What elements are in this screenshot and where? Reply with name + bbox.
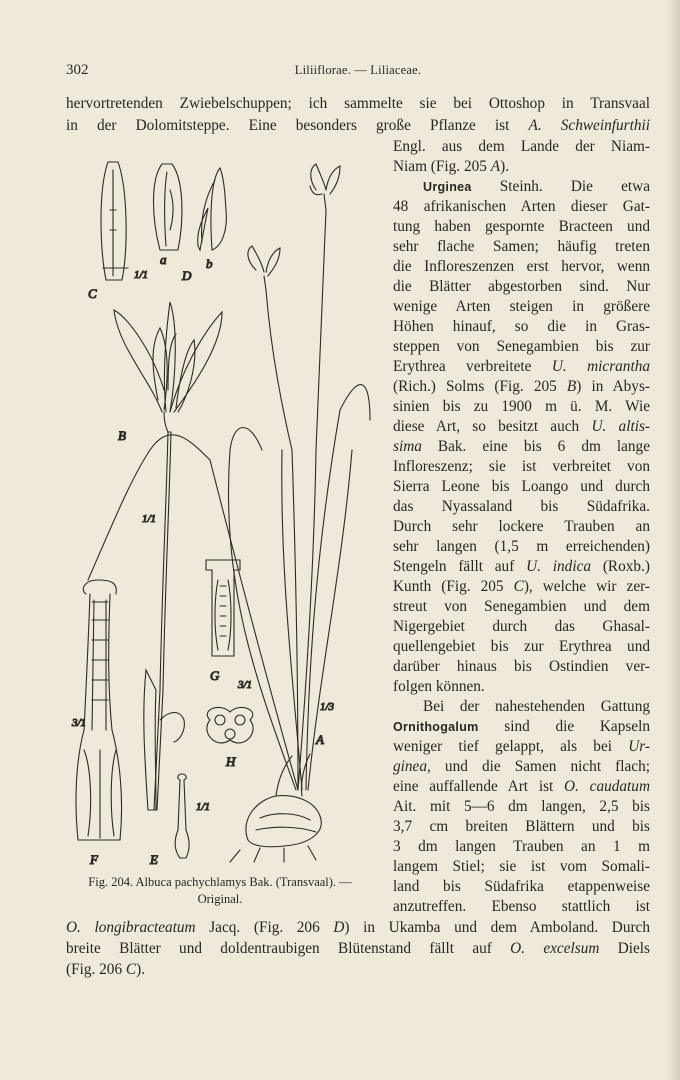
- text-line: hervortretenden Zwiebelschuppen; ich sammelte sie bei Ottoshop in Transvaal: [66, 95, 650, 112]
- label-c: C: [88, 286, 97, 301]
- figure-part-b: [114, 302, 222, 810]
- text-line: Höhen hinauf, so die in Gras-: [393, 318, 650, 335]
- text-line: sehr flache Samen; häufig treten: [393, 238, 650, 255]
- caption-line: Original.: [197, 892, 243, 906]
- text-line: Niam (Fig. 205 A).: [393, 158, 510, 175]
- figure-part-c: [101, 162, 128, 280]
- text-line: Infloreszenz; sie ist verbreitet von: [393, 458, 650, 475]
- label-a: a: [160, 252, 167, 267]
- text-line: steppen von Senegambien bis zur: [393, 338, 650, 355]
- text-line: Engl. aus dem Lande der Niam-: [393, 138, 650, 155]
- text-line: ginea, und die Samen nicht flach;: [393, 758, 650, 775]
- figure-part-h: [207, 707, 253, 743]
- text-line: (Rich.) Solms (Fig. 205 B) in Abys-: [393, 378, 650, 395]
- genus-name: Ornithogalum: [393, 720, 479, 734]
- figure-part-e: [175, 774, 189, 858]
- text-line: 48 afrikanischen Arten dieser Gat-: [393, 198, 650, 215]
- text-line: streut von Senegambien und dem: [393, 598, 650, 615]
- text-line: 3,7 cm breiten Blättern und bis: [393, 818, 650, 835]
- text-line: Sierra Leone bis Loango und durch: [393, 478, 650, 495]
- text-line: die Blätter abgestorben sind. Nur: [393, 278, 650, 295]
- text-line: quellengebiet bis zur Erythrea und: [393, 638, 650, 655]
- label-d: D: [182, 268, 192, 283]
- text-line: breite Blätter und doldentraubigen Blütenstand fällt auf O. excelsum Diels: [66, 940, 650, 957]
- label-h: H: [226, 754, 236, 769]
- text-line: (Fig. 206 C).: [66, 961, 146, 978]
- text-line: in der Dolomitsteppe. Eine besonders große Pflanze ist A. Schweinfurthii: [66, 117, 650, 134]
- text-line: Nigergebiet durch das Ghasal-: [393, 618, 650, 635]
- text-line: Erythrea verbreitete U. micrantha: [393, 358, 650, 375]
- text-line: sehr langen (1,5 m erreichenden): [393, 538, 650, 555]
- label-a-figure: A: [316, 732, 324, 747]
- text-line: diese Art, so besitzt auch U. altis-: [393, 418, 650, 435]
- text-line: die Infloreszenzen erst hervor, wenn: [393, 258, 650, 275]
- botanical-illustration: [70, 150, 390, 865]
- figure-part-d: [154, 164, 227, 250]
- caption-line: Fig. 204. Albuca pachychlamys Bak. (Transvaal). —: [88, 875, 352, 889]
- text-line: Urginea Steinh. Die etwa: [423, 178, 650, 195]
- text-line: das Nyassaland bis Südafrika.: [393, 498, 650, 515]
- text-line: O. longibracteatum Jacq. (Fig. 206 D) in Ukamba und dem Amboland. Durch: [66, 919, 650, 936]
- scale-label-e: 1/1: [196, 801, 211, 813]
- text-line: weniger tief gelappt, als bei Ur-: [393, 738, 650, 755]
- text-line: sima Bak. eine bis 6 dm lange: [393, 438, 650, 455]
- scale-label-b: 1/1: [142, 513, 157, 525]
- text-line: langem Stiel; sie ist vom Somali-: [393, 858, 650, 875]
- text-line: tung haben gespornte Bracteen und: [393, 218, 650, 235]
- text-line: wenige Arten steigen in größere: [393, 298, 650, 315]
- text-line: folgen können.: [393, 678, 485, 695]
- text-line: Bei der nahestehenden Gattung: [423, 698, 650, 715]
- scale-label-a: 1/3: [320, 701, 335, 713]
- scale-label-f: 3/1: [72, 717, 87, 729]
- text-line: 3 dm langen Trauben an 1 m: [393, 838, 650, 855]
- text-line: sinien bis zu 1900 m ü. M. Wie: [393, 398, 650, 415]
- text-line: anzutreffen. Ebenso stattlich ist: [393, 898, 650, 915]
- page-edge-shadow: [666, 0, 680, 1080]
- text-line: land bis Südafrika etappenweise: [393, 878, 650, 895]
- label-e: E: [150, 852, 158, 865]
- text-line: Kunth (Fig. 205 C), welche wir zer-: [393, 578, 650, 595]
- label-g: G: [210, 668, 220, 683]
- text-line: darüber hinaus bis Ostindien ver-: [393, 658, 650, 675]
- text-line: Ait. mit 5—6 dm langen, 2,5 bis: [393, 798, 650, 815]
- label-b-figure: B: [118, 428, 126, 443]
- figure-part-f: [76, 580, 122, 840]
- genus-name: Urginea: [423, 180, 472, 194]
- label-b: b: [206, 256, 213, 271]
- text-line: Ornithogalum sind die Kapseln: [393, 718, 650, 735]
- figure-part-g: [206, 560, 240, 656]
- running-head-title: Liliiflorae. — Liliaceae.: [294, 63, 422, 77]
- label-f: F: [90, 852, 98, 865]
- text-line: Stengeln fällt auf U. indica (Roxb.): [393, 558, 650, 575]
- figure-part-sheath: [144, 670, 185, 810]
- text-line: eine auffallende Art ist O. caudatum: [393, 778, 650, 795]
- scale-label-c: 1/1: [134, 269, 149, 281]
- scale-label-g: 3/1: [238, 679, 253, 691]
- running-head: [66, 62, 650, 82]
- page-number: 302: [66, 62, 89, 78]
- text-line: Durch sehr lockere Trauben an: [393, 518, 650, 535]
- figure-caption: [60, 874, 380, 908]
